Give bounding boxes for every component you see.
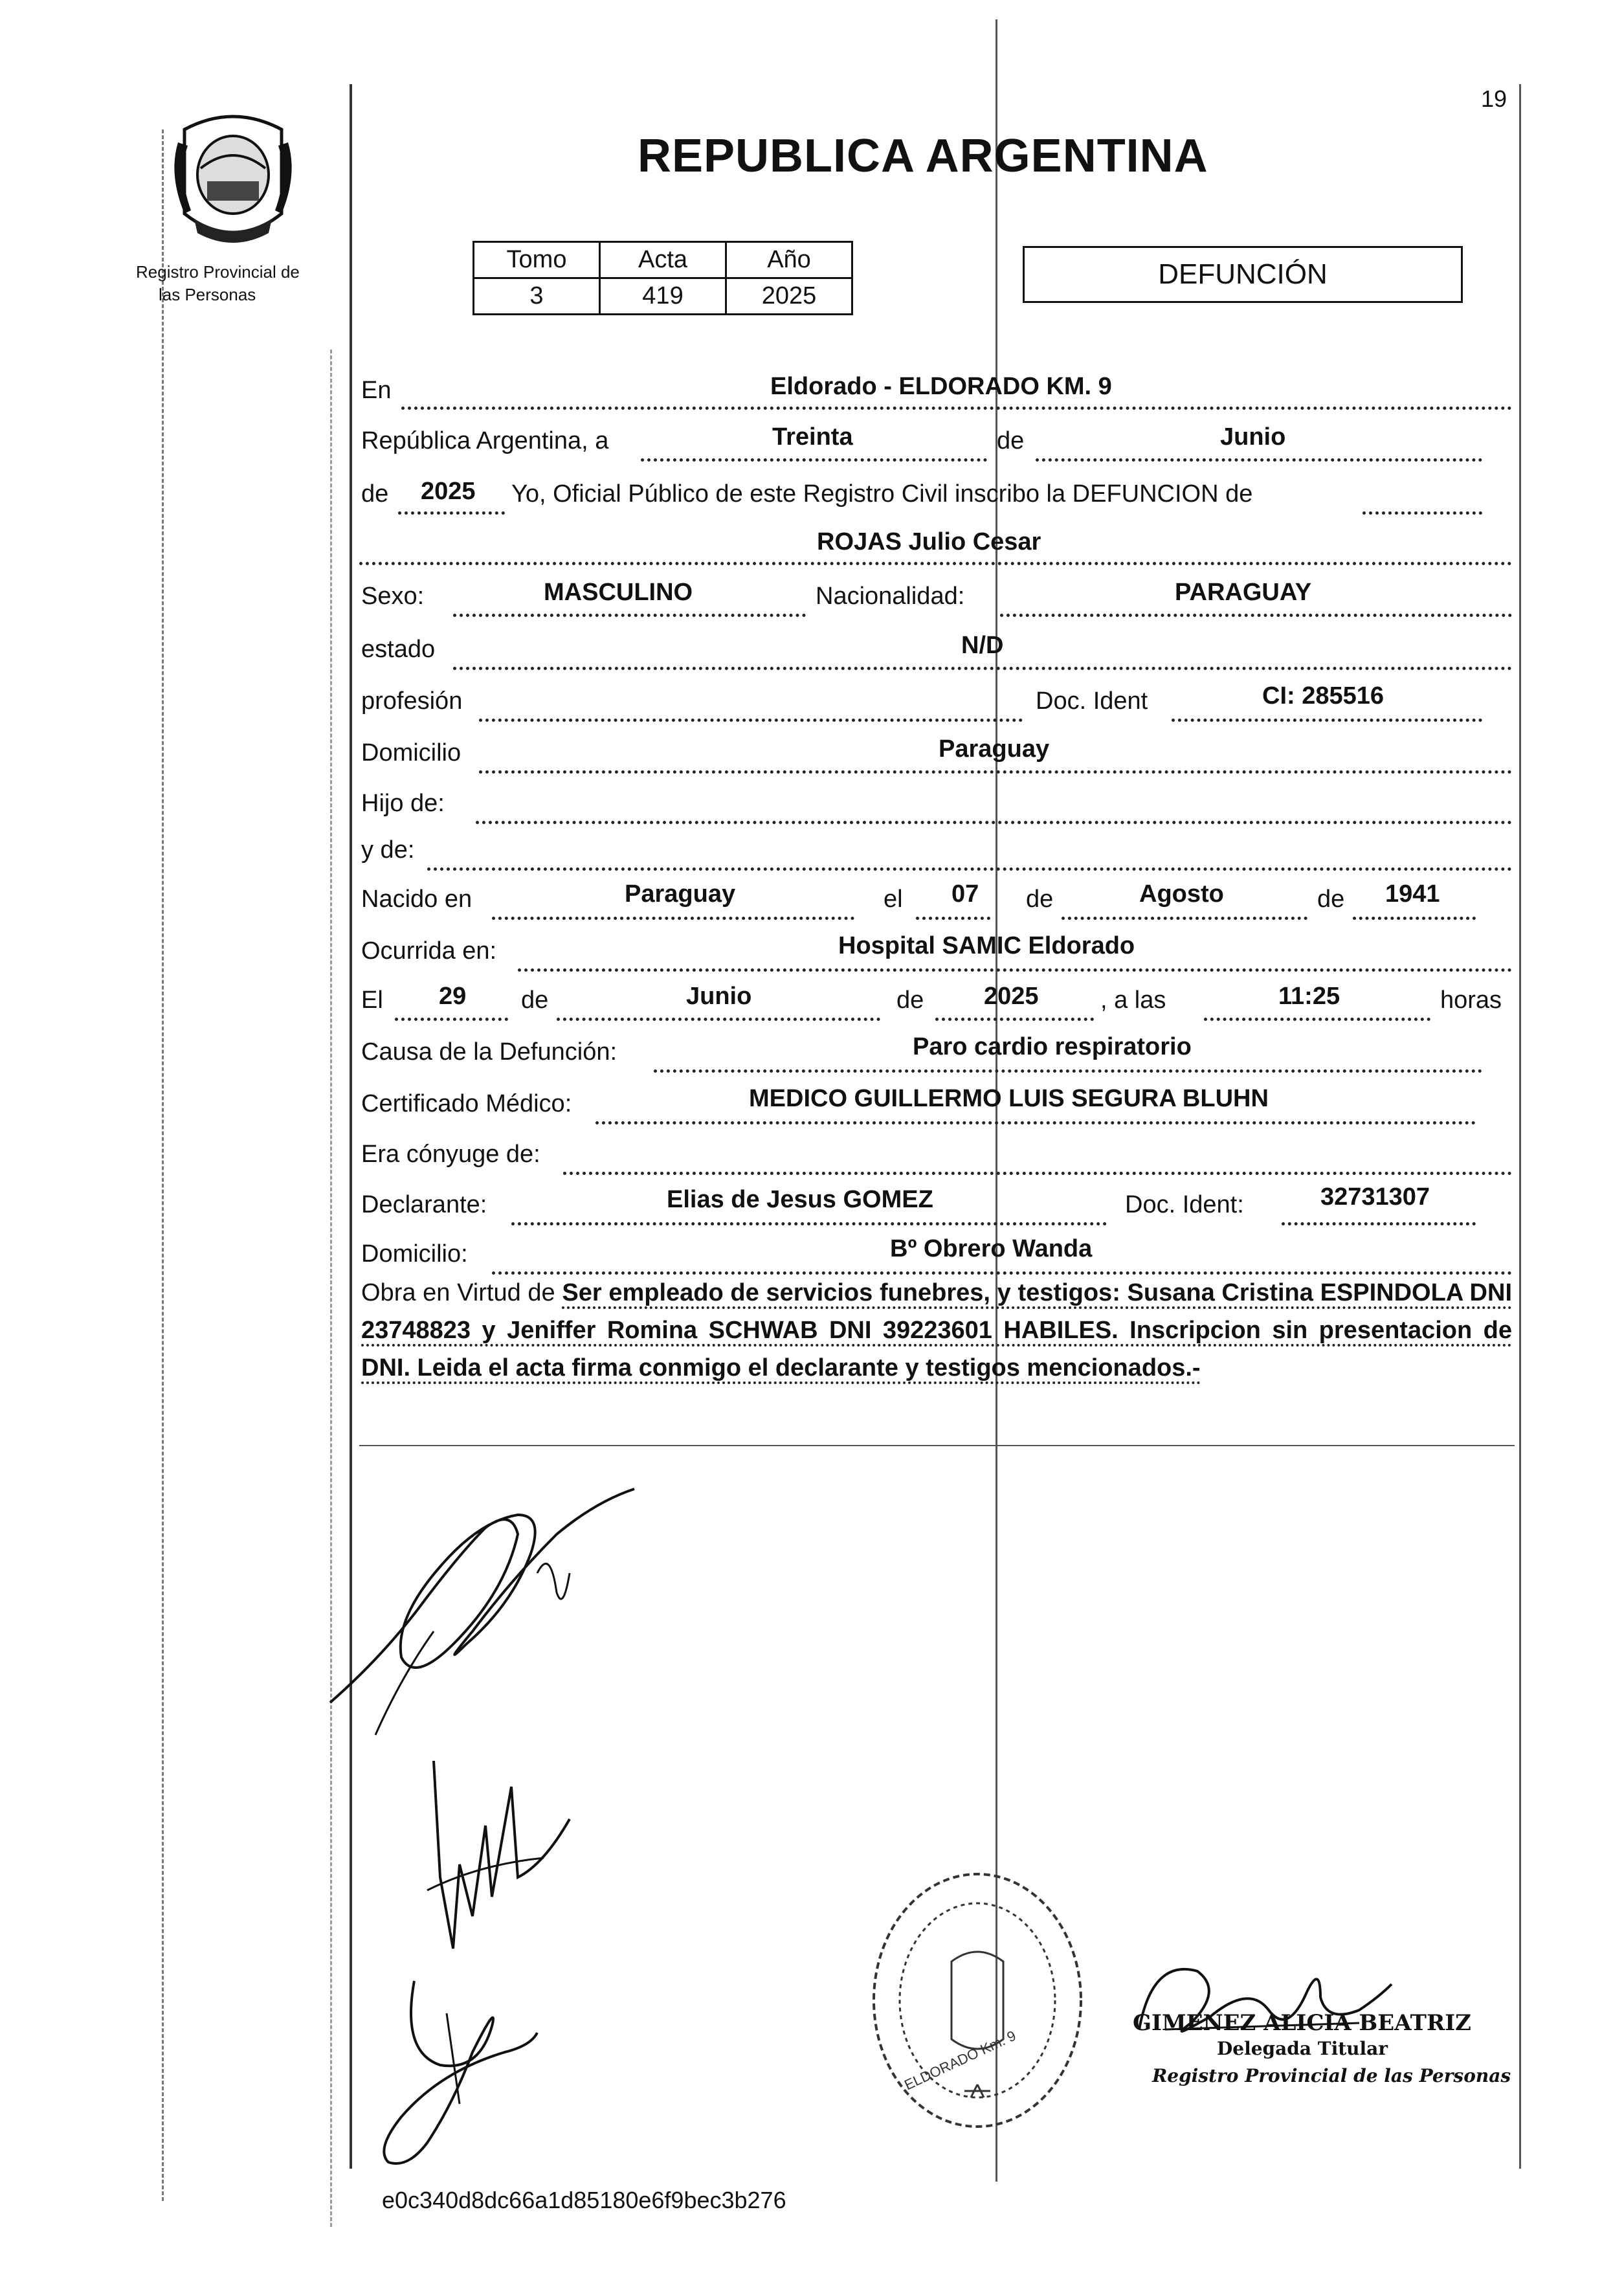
table-value-anio: 2025 xyxy=(726,278,852,315)
label-horas: horas xyxy=(1440,987,1502,1014)
label-doc-ident: Doc. Ident xyxy=(1036,687,1148,715)
signature-1 xyxy=(324,1463,647,1754)
obra-bottom-rule xyxy=(359,1445,1515,1446)
line-y-de xyxy=(427,867,1512,871)
value-nacido-en: Paraguay xyxy=(625,880,736,908)
value-defuncion-dia: 29 xyxy=(439,983,467,1010)
value-estado: N/D xyxy=(961,632,1004,659)
left-edge-marks-2 xyxy=(330,350,332,2227)
line-mes xyxy=(1036,458,1482,462)
line-profesion xyxy=(479,719,1023,722)
label-y-de: y de: xyxy=(361,836,415,864)
label-yo-oficial: Yo, Oficial Público de este Registro Civil inscribo la DEFUNCION de xyxy=(511,480,1253,508)
obra-paragraph xyxy=(361,1274,1512,1387)
label-a-las: , a las xyxy=(1100,987,1166,1014)
province-logo xyxy=(165,104,301,252)
line-declarante xyxy=(511,1222,1107,1225)
page-number: 19 xyxy=(1481,85,1507,112)
table-header-anio: Año xyxy=(726,242,852,278)
label-obra: Obra en Virtud de xyxy=(361,1279,555,1306)
label-profesion: profesión xyxy=(361,687,463,715)
value-obra-text: Ser empleado de servicios funebres, y testigos: Susana Cristina ESPINDOLA DNI 23748823 y Jeniffer Romina SCHWAB DNI 39223601 HABILES. Inscripcion sin presentacion de DNI. Leida el acta firma conmigo el declarante y testigos mencionados.- xyxy=(361,1279,1512,1384)
left-edge-marks xyxy=(162,129,164,2201)
line-yo-end xyxy=(1363,511,1482,515)
value-doc-ident: CI: 285516 xyxy=(1262,682,1385,710)
table-value-acta: 419 xyxy=(600,278,726,315)
value-declarante-doc: 32731307 xyxy=(1320,1183,1430,1211)
line-def-mes xyxy=(557,1018,880,1021)
signature-3 xyxy=(362,1974,557,2182)
table-value-tomo: 3 xyxy=(474,278,600,315)
value-ocurrida-en: Hospital SAMIC Eldorado xyxy=(838,932,1135,959)
label-certificado: Certificado Médico: xyxy=(361,1090,572,1117)
record-type-box xyxy=(1023,246,1463,303)
page-title: REPUBLICA ARGENTINA xyxy=(638,130,1208,182)
label-doc-ident-declarante: Doc. Ident: xyxy=(1125,1191,1244,1218)
line-conyuge xyxy=(563,1172,1512,1175)
value-defuncion-mes: Junio xyxy=(686,983,752,1010)
oval-stamp-icon xyxy=(861,1864,1094,2136)
line-declarante-doc xyxy=(1282,1222,1476,1225)
label-estado: estado xyxy=(361,636,436,663)
value-nombre: ROJAS Julio Cesar xyxy=(817,528,1041,555)
registry-line-2: las Personas xyxy=(159,285,256,304)
line-certificado xyxy=(595,1121,1476,1124)
document-hash: e0c340d8dc66a1d85180e6f9bec3b276 xyxy=(382,2187,786,2213)
signature-2 xyxy=(414,1748,583,1968)
value-mes-inscripcion: Junio xyxy=(1220,423,1286,451)
line-anio xyxy=(398,511,505,515)
label-domicilio: Domicilio xyxy=(361,739,462,766)
value-declarante: Elias de Jesus GOMEZ xyxy=(667,1186,933,1213)
value-hora: 11:25 xyxy=(1278,983,1340,1010)
value-sexo: MASCULINO xyxy=(544,579,693,606)
line-nac-anio xyxy=(1353,917,1476,920)
label-nacido-en: Nacido en xyxy=(361,886,473,913)
line-nac-dia xyxy=(916,917,990,920)
line-ocurrida-en xyxy=(518,968,1512,972)
table-header-acta: Acta xyxy=(600,242,726,278)
label-de-4: de xyxy=(1317,886,1345,913)
value-declarante-domicilio: Bº Obrero Wanda xyxy=(890,1235,1093,1262)
label-de-6: de xyxy=(896,987,924,1014)
label-hijo-de: Hijo de: xyxy=(361,790,445,817)
line-hora xyxy=(1204,1018,1430,1021)
value-nacimiento-mes: Agosto xyxy=(1139,880,1224,908)
line-en xyxy=(401,407,1512,410)
registry-line-1: Registro Provincial de xyxy=(136,262,300,282)
line-nacionalidad xyxy=(1000,614,1512,617)
label-sexo: Sexo: xyxy=(361,583,425,610)
official-org: Registro Provincial de las Personas xyxy=(1152,2065,1511,2086)
line-dia xyxy=(641,458,987,462)
label-de-3: de xyxy=(1026,886,1054,913)
line-nac-mes xyxy=(1062,917,1307,920)
value-certificado: MEDICO GUILLERMO LUIS SEGURA BLUHN xyxy=(749,1085,1269,1112)
official-name: GIMENEZ ALICIA BEATRIZ xyxy=(1133,2010,1471,2036)
label-nacionalidad: Nacionalidad: xyxy=(816,583,965,610)
label-conyuge: Era cónyuge de: xyxy=(361,1141,540,1168)
value-dia-inscripcion: Treinta xyxy=(772,423,853,451)
line-sexo xyxy=(453,614,806,617)
value-nacimiento-dia: 07 xyxy=(951,880,979,908)
value-anio-inscripcion: 2025 xyxy=(421,478,476,505)
label-de-2: de xyxy=(361,480,389,508)
line-causa xyxy=(654,1069,1482,1073)
record-type-label: DEFUNCIÓN xyxy=(1158,258,1328,290)
label-de-5: de xyxy=(521,987,549,1014)
value-nacionalidad: PARAGUAY xyxy=(1175,579,1312,606)
line-def-dia xyxy=(395,1018,508,1021)
left-margin-rule xyxy=(350,84,352,2169)
label-en: En xyxy=(361,377,392,404)
line-estado xyxy=(453,667,1512,670)
label-ocurrida-en: Ocurrida en: xyxy=(361,937,497,965)
line-nombre xyxy=(359,562,1512,565)
label-domicilio-declarante: Domicilio: xyxy=(361,1240,468,1268)
label-el-cap: El xyxy=(361,987,383,1014)
right-margin-rule xyxy=(1519,84,1521,2169)
value-lugar: Eldorado - ELDORADO KM. 9 xyxy=(770,373,1112,400)
line-nacido-en xyxy=(492,917,854,920)
line-doc-ident xyxy=(1172,719,1482,722)
registry-stamp xyxy=(861,1864,1094,2136)
value-defuncion-anio: 2025 xyxy=(984,983,1039,1010)
stamp-text: ELDORADO Km. 9 xyxy=(902,2027,1019,2094)
label-de-1: de xyxy=(997,427,1025,454)
label-el: el xyxy=(884,886,903,913)
line-hijo-de xyxy=(476,821,1512,824)
record-table xyxy=(473,241,853,315)
value-nacimiento-anio: 1941 xyxy=(1385,880,1440,908)
line-def-anio xyxy=(935,1018,1094,1021)
label-republica: República Argentina, a xyxy=(361,427,609,454)
value-domicilio: Paraguay xyxy=(939,735,1050,763)
value-causa: Paro cardio respiratorio xyxy=(913,1033,1192,1060)
table-header-tomo: Tomo xyxy=(474,242,600,278)
line-domicilio xyxy=(479,770,1512,774)
label-declarante: Declarante: xyxy=(361,1191,487,1218)
province-crest-icon xyxy=(165,104,301,252)
official-title: Delegada Titular xyxy=(1217,2038,1388,2059)
label-causa: Causa de la Defunción: xyxy=(361,1038,617,1066)
